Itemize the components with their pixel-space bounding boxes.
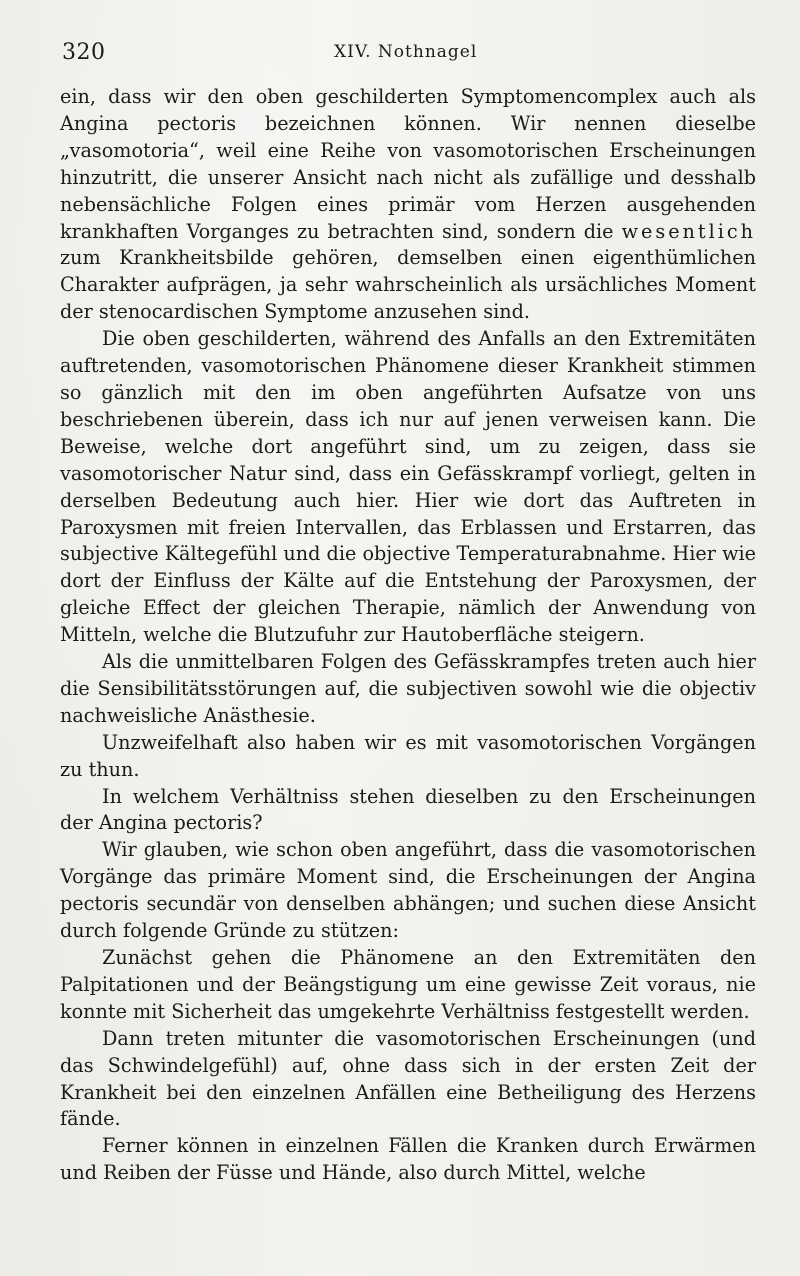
body-text xyxy=(60,84,756,1187)
paragraph-text: zum Krankheitsbilde gehören, demselben einen eigenthümlichen Charakter aufprägen, ja sehr wahrscheinlich als ursächliches Moment der stenocardischen Symptome anzusehen sind. xyxy=(60,246,756,324)
paragraph-text: Wir glauben, wie schon oben angeführt, dass die vasomotorischen Vorgänge das primäre Moment sind, die Erscheinungen der Angina pectoris secundär von denselben abhängen; und suchen diese Ansicht durch folgende Gründe zu stützen: xyxy=(60,838,756,943)
paragraph-text: ein, dass wir den oben geschilderten Symptomencomplex auch als Angina pectoris bezeichnen können. Wir nennen dieselbe „vasomotoria“, weil eine Reihe von vasomotorischen Erscheinungen hinzutritt, die unserer Ansicht nach nicht als zufällige und desshalb nebensächliche Folgen eines primär vom Herzen ausgehenden krankhaften Vorganges zu betrachten sind, sondern die xyxy=(60,85,756,243)
paragraph xyxy=(60,945,756,1026)
page-number: 320 xyxy=(62,40,106,65)
page-header xyxy=(62,38,752,70)
paragraph-text: Zunächst gehen die Phänomene an den Extremitäten den Palpitationen und der Beängstigung um eine gewisse Zeit voraus, nie konnte mit Sicherheit das umgekehrte Verhältniss festgestellt werden. xyxy=(60,946,756,1023)
paragraph-text: Ferner können in einzelnen Fällen die Kranken durch Erwärmen und Reiben der Füsse und Hände, also durch Mittel, welche xyxy=(60,1134,756,1185)
paragraph xyxy=(60,784,756,838)
paragraph xyxy=(60,84,756,326)
emphasized-text: wesentlich xyxy=(621,219,756,243)
paragraph xyxy=(60,730,756,784)
paragraph xyxy=(60,837,756,945)
paragraph-text: Als die unmittelbaren Folgen des Gefässkrampfes treten auch hier die Sensibilitätsstörungen auf, die subjectiven sowohl wie die objectiv nachweisliche Anästhesie. xyxy=(60,650,756,727)
paragraph xyxy=(60,326,756,649)
paragraph-text: Die oben geschilderten, während des Anfalls an den Extremitäten auftretenden, vasomotorischen Phänomene dieser Krankheit stimmen so gänzlich mit den im oben angeführten Aufsatze von uns beschriebenen überein, dass ich nur auf jenen verweisen kann. Die Beweise, welche dort angeführt sind, um zu zeigen, dass sie vasomotorischer Natur sind, dass ein Gefässkrampf vorliegt, gelten in derselben Bedeutung auch hier. Hier wie dort das Auftreten in Paroxysmen mit freien Intervallen, das Erblassen und Erstarren, das subjective Kältegefühl und die objective Temperaturabnahme. Hier wie dort der Einfluss der Kälte auf die Entstehung der Paroxysmen, der gleiche Effect der gleichen Therapie, nämlich der Anwendung von Mitteln, welche die Blutzufuhr zur Hautoberfläche steigern. xyxy=(60,327,756,647)
paragraph-text: Unzweifelhaft also haben wir es mit vasomotorischen Vorgängen zu thun. xyxy=(60,730,756,781)
running-head: XIV. Nothnagel xyxy=(334,42,478,62)
paragraph xyxy=(60,1133,756,1187)
paragraph-text: In welchem Verhältniss stehen dieselben zu den Erscheinungen der Angina pectoris? xyxy=(60,784,756,835)
paragraph-text: Dann treten mitunter die vasomotorischen Erscheinungen (und das Schwindelgefühl) auf, ohne dass sich in der ersten Zeit der Krankheit bei den einzelnen Anfällen eine Betheiligung des Herzens fände. xyxy=(60,1026,756,1131)
paragraph xyxy=(60,649,756,730)
paragraph xyxy=(60,1026,756,1134)
